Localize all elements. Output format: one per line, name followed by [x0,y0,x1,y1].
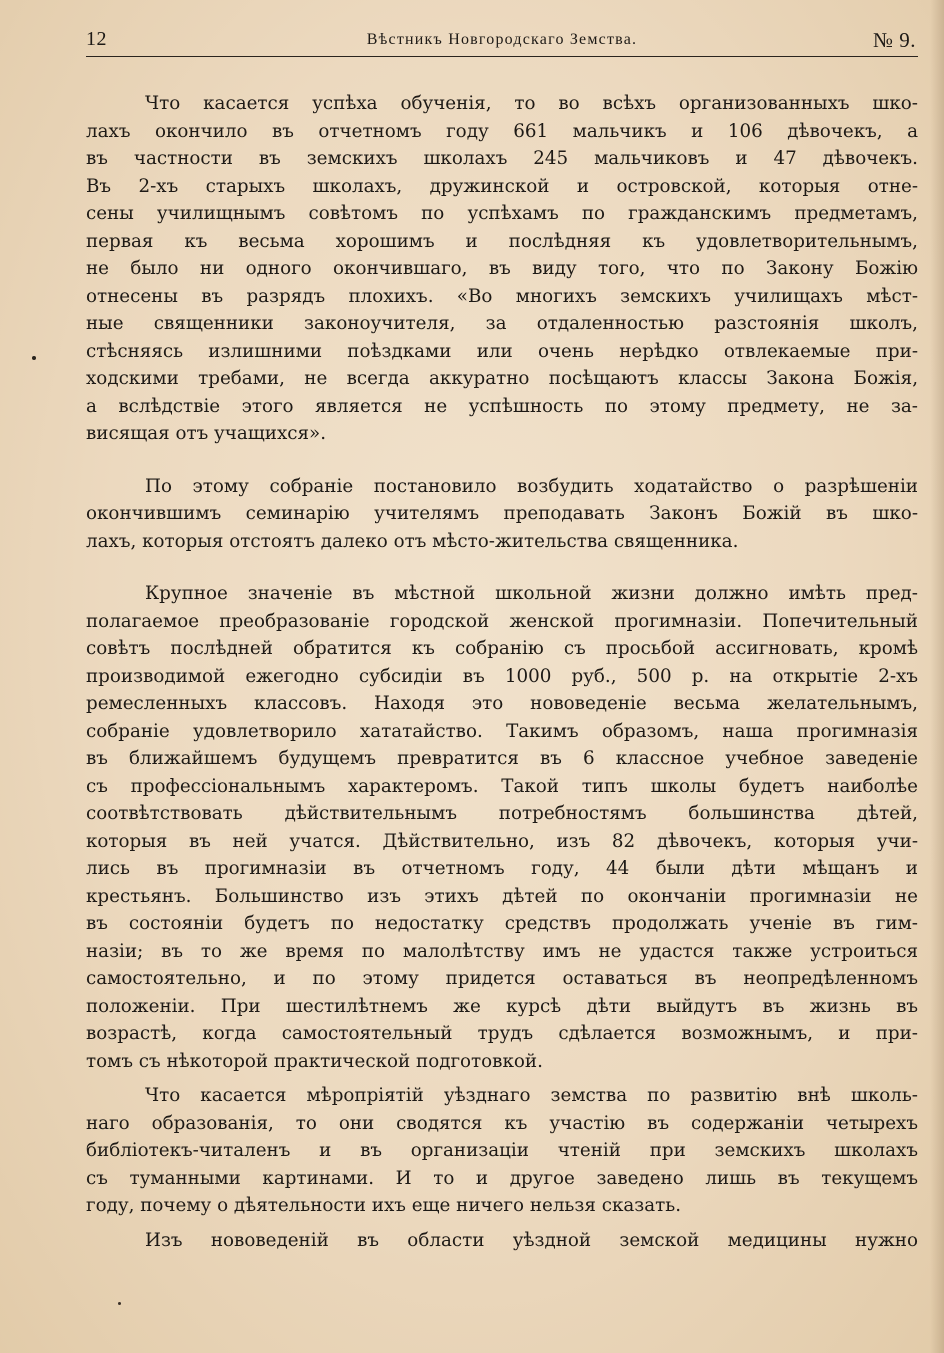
text-line: сены училищнымъ совѣтомъ по успѣхамъ по гражданскимъ предметамъ, [86,203,918,224]
journal-title: Вѣстникъ Новгородскаго Земства. [366,31,638,48]
paragraph [86,90,918,448]
text-line: ходскими требами, не всегда аккуратно посѣщаютъ классы Закона Божія, [86,368,918,389]
text-line: которыя въ ней учатся. Дѣйствительно, изъ 82 дѣвочекъ, которыя учи- [86,830,918,852]
text-line: совѣтъ послѣдней обратится къ собранію съ просьбой ассигновать, кромѣ [86,638,918,659]
text-line: Крупное значеніе въ мѣстной школьной жизни должно имѣть пред- [145,583,918,604]
paragraph [86,580,918,1075]
text-line: производимой ежегодно субсидіи въ 1000 руб., 500 р. на открытіе 2-хъ [86,665,918,687]
text-line: ные священники законоучителя, за отдаленностью разстоянія школъ, [86,313,918,334]
text-line: По этому собраніе постановило возбудить ходатайство о разрѣшеніи [145,475,918,497]
text-line: Что касается успѣха обученія, то во всѣхъ организованныхъ шко- [145,93,918,114]
article-body [86,90,918,1254]
text-line: назіи; въ то же время по малолѣтству имъ не удастся также устроиться [86,940,918,962]
text-line: отнесены въ разрядъ плохихъ. «Во многихъ земскихъ училищахъ мѣст- [86,285,918,307]
text-line: году, почему о дѣятельности ихъ еще ничего нельзя сказать. [86,1195,682,1216]
paragraph [86,1082,918,1220]
text-line: соотвѣтствовать дѣйствительнымъ потребностямъ большинства дѣтей, [86,803,918,824]
page-edge-shadow [930,0,944,1353]
ink-speck [118,1302,121,1305]
text-line: окончившимъ семинарію учителямъ преподавать Законъ Божій въ шко- [86,503,918,524]
text-line: лись въ прогимназіи въ отчетномъ году, 44 были дѣти мѣщанъ и [86,858,918,879]
issue-number: № 9. [872,28,916,52]
text-line: лахъ, которыя отстоятъ далеко отъ мѣсто-жительства священника. [86,530,739,552]
text-line: въ ближайшемъ будущемъ превратится въ 6 классное учебное заведеніе [86,748,918,769]
text-line: Въ 2-хъ старыхъ школахъ, дружинской и островской, которыя отне- [86,175,918,197]
text-line: томъ съ нѣкоторой практической подготовкой. [86,1050,543,1072]
running-header [86,22,918,57]
text-line: полагаемое преобразованіе городской женской прогимназіи. Попечительный [86,610,918,632]
ink-speck [32,356,36,360]
text-line: въ частности въ земскихъ школахъ 245 мальчиковъ и 47 дѣвочекъ. [86,148,918,169]
text-line: ремесленныхъ классовъ. Находя это нововеденіе весьма желательнымъ, [86,693,918,714]
text-line: наго образованія, то они сводятся къ участію въ содержаніи четырехъ [86,1112,918,1134]
text-line: лахъ окончило въ отчетномъ году 661 мальчикъ и 106 дѣвочекъ, а [86,120,918,142]
text-line: съ туманными картинами. И то и другое заведено лишь въ текущемъ [86,1167,918,1189]
paragraph [86,473,918,556]
text-line: висящая отъ учащихся». [86,423,327,444]
text-line: собраніе удовлетворило хататайство. Такимъ образомъ, наша прогимназія [86,720,918,742]
text-line: Изъ нововеденій въ области уѣздной земской медицины нужно [145,1229,918,1251]
text-line: самостоятельно, и по этому придется оставаться въ неопредѣленномъ [86,968,918,989]
text-line: положеніи. При шестилѣтнемъ же курсѣ дѣти выйдутъ въ жизнь въ [86,995,918,1017]
text-line: а вслѣдствіе этого является не успѣшность по этому предмету, не за- [86,395,918,417]
text-line: не было ни одного окончившаго, въ виду того, что по Закону Божію [86,258,918,279]
page-number: 12 [86,28,107,50]
text-line: крестьянъ. Большинство изъ этихъ дѣтей по окончаніи прогимназіи не [86,885,918,907]
paragraph [86,1227,918,1255]
text-line: въ состояніи будетъ по недостатку средствъ продолжать ученіе въ гим- [86,913,918,934]
text-line: съ профессіональнымъ характеромъ. Такой типъ школы будетъ наиболѣе [86,775,918,797]
text-line: Что касается мѣропріятій уѣзднаго земства по развитію внѣ школь- [145,1085,918,1106]
text-line: библіотекъ-читаленъ и въ организаціи чтеній при земскихъ школахъ [86,1140,918,1161]
text-line: возрастѣ, когда самостоятельный трудъ сдѣлается возможнымъ, и при- [86,1023,918,1044]
text-line: первая къ весьма хорошимъ и послѣдняя къ удовлетворительнымъ, [86,230,918,252]
text-line: стѣсняясь излишними поѣздками или очень нерѣдко отвлекаемые при- [86,340,918,362]
